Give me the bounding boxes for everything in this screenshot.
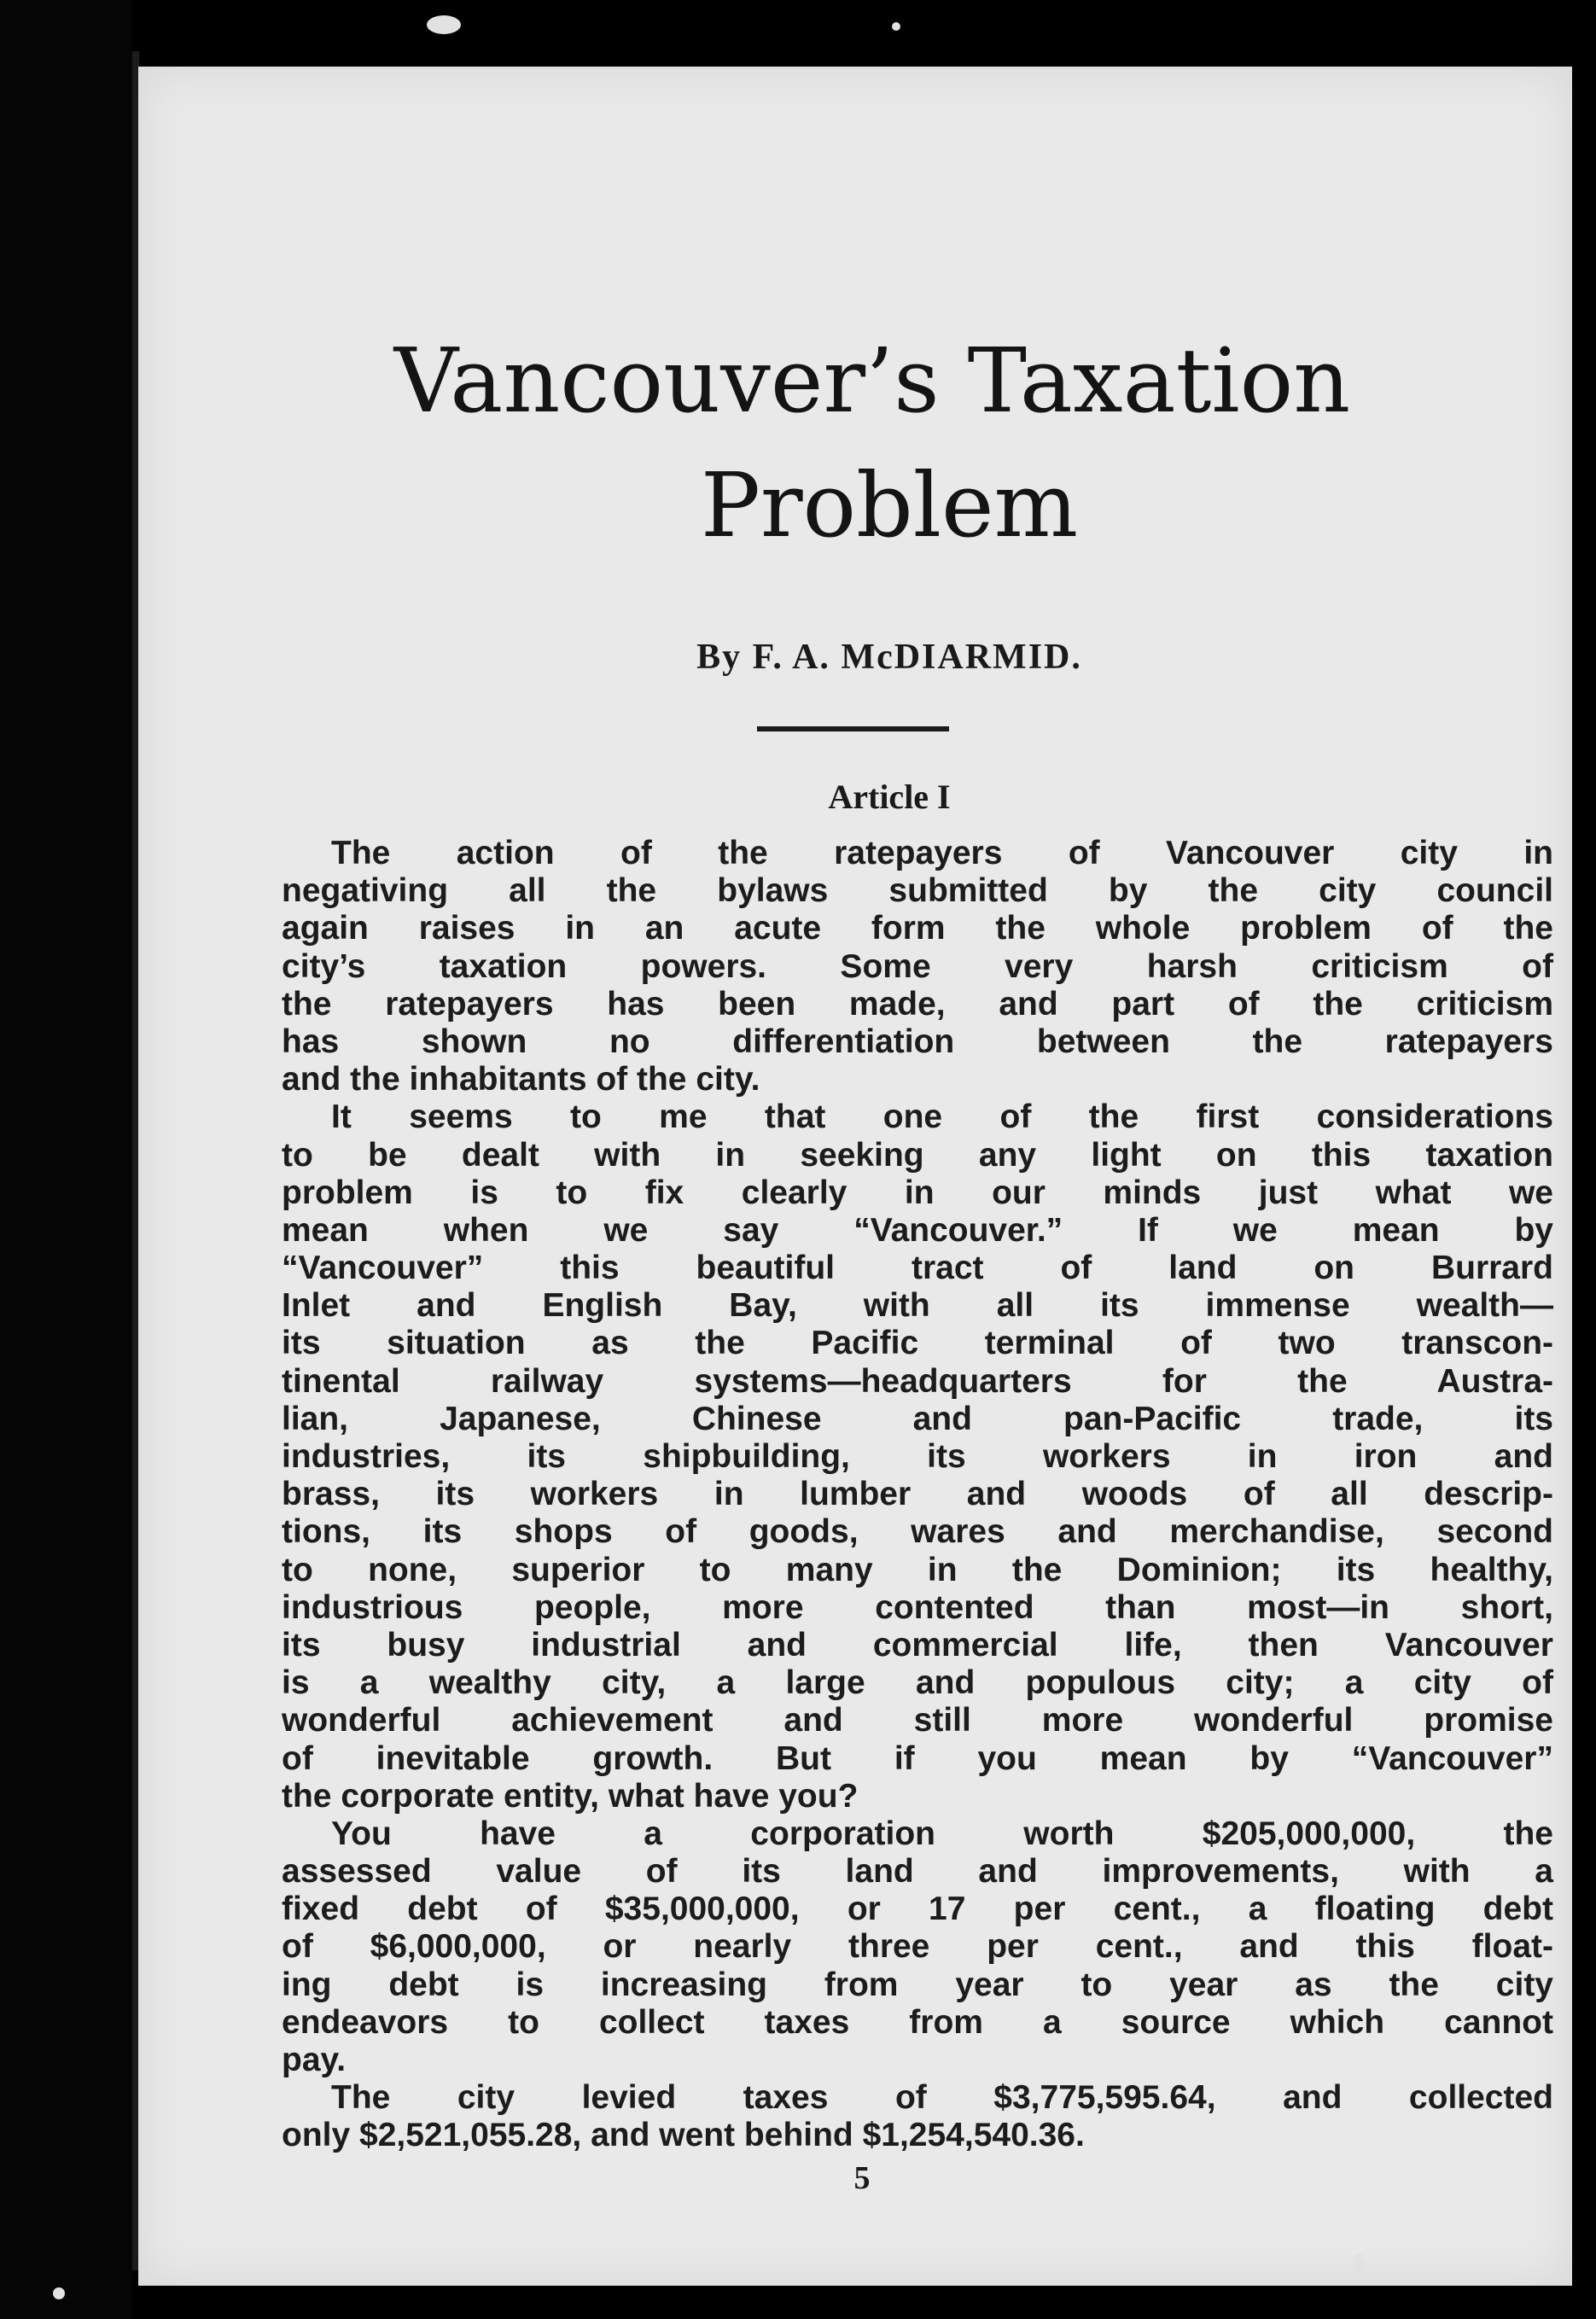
- text-line: The city levied taxes of $3,775,595.64, and collected: [331, 2079, 1553, 2117]
- author-byline: By F. A. McDIARMID.: [696, 638, 1082, 677]
- text-line: Inlet and English Bay, with all its immense wealth—: [282, 1287, 1553, 1325]
- text-line: wonderful achievement and still more wonderful promise: [282, 1702, 1553, 1739]
- text-line: tinental railway systems—headquarters for the Austra-: [282, 1362, 1553, 1400]
- text-line: and the inhabitants of the city.: [282, 1061, 760, 1098]
- title-divider: [757, 726, 949, 731]
- scan-speck: [53, 2287, 65, 2299]
- text-line: to none, superior to many in the Dominion; its healthy,: [282, 1551, 1553, 1588]
- text-line: city’s taxation powers. Some very harsh criticism of: [282, 947, 1553, 985]
- text-line: of inevitable growth. But if you mean by “Vancouver”: [282, 1739, 1553, 1777]
- text-line: industrious people, more contented than most—in short,: [282, 1588, 1553, 1626]
- text-line: negativing all the bylaws submitted by the city council: [282, 872, 1553, 910]
- text-line: has shown no differentiation between the ratepayers: [282, 1023, 1553, 1060]
- text-line: lian, Japanese, Chinese and pan-Pacific trade, its: [282, 1400, 1553, 1437]
- document-page: [138, 67, 1572, 2286]
- title-line-1: Vancouver’s Taxation: [393, 329, 1351, 433]
- scan-speck: [1353, 2253, 1365, 2275]
- text-line: The action of the ratepayers of Vancouver city in: [331, 835, 1553, 871]
- title-line-2: Problem: [700, 453, 1079, 557]
- text-line: its situation as the Pacific terminal of two transcon-: [282, 1325, 1553, 1362]
- facing-page-edge: [0, 0, 132, 2319]
- text-line: its busy industrial and commercial life, then Vancouver: [282, 1626, 1553, 1664]
- text-line: tions, its shops of goods, wares and merchandise, second: [282, 1513, 1553, 1551]
- text-line: “Vancouver” this beautiful tract of land on Burrard: [282, 1250, 1553, 1287]
- text-line: It seems to me that one of the first considerations: [331, 1098, 1553, 1136]
- scan-speck: [427, 15, 461, 34]
- text-line: is a wealthy city, a large and populous city; a city of: [282, 1664, 1553, 1702]
- article-body: [282, 835, 1553, 2155]
- text-line: You have a corporation worth $205,000,000, the: [331, 1815, 1553, 1852]
- text-line: ing debt is increasing from year to year as the city: [282, 1966, 1553, 2003]
- text-line: brass, its workers in lumber and woods of all descrip-: [282, 1476, 1553, 1513]
- text-line: again raises in an acute form the whole problem of the: [282, 910, 1553, 947]
- text-line: industries, its shipbuilding, its workers in iron and: [282, 1438, 1553, 1475]
- text-line: assessed value of its land and improvements, with a: [282, 1853, 1553, 1891]
- text-line: only $2,521,055.28, and went behind $1,254,540.36.: [282, 2117, 1085, 2154]
- page-number: 5: [853, 2160, 871, 2196]
- scan-speck: [892, 22, 900, 31]
- text-line: of $6,000,000, or nearly three per cent., and this float-: [282, 1928, 1553, 1966]
- text-line: pay.: [282, 2042, 347, 2078]
- text-line: to be dealt with in seeking any light on this taxation: [282, 1136, 1553, 1174]
- text-line: problem is to fix clearly in our minds just what we: [282, 1174, 1553, 1211]
- section-heading: Article I: [828, 778, 951, 816]
- text-line: the corporate entity, what have you?: [282, 1777, 859, 1815]
- text-line: fixed debt of $35,000,000, or 17 per cent., a floating debt: [282, 1891, 1553, 1928]
- text-line: endeavors to collect taxes from a source which cannot: [282, 2003, 1553, 2041]
- text-line: mean when we say “Vancouver.” If we mean by: [282, 1211, 1553, 1249]
- text-line: the ratepayers has been made, and part of the criticism: [282, 985, 1553, 1023]
